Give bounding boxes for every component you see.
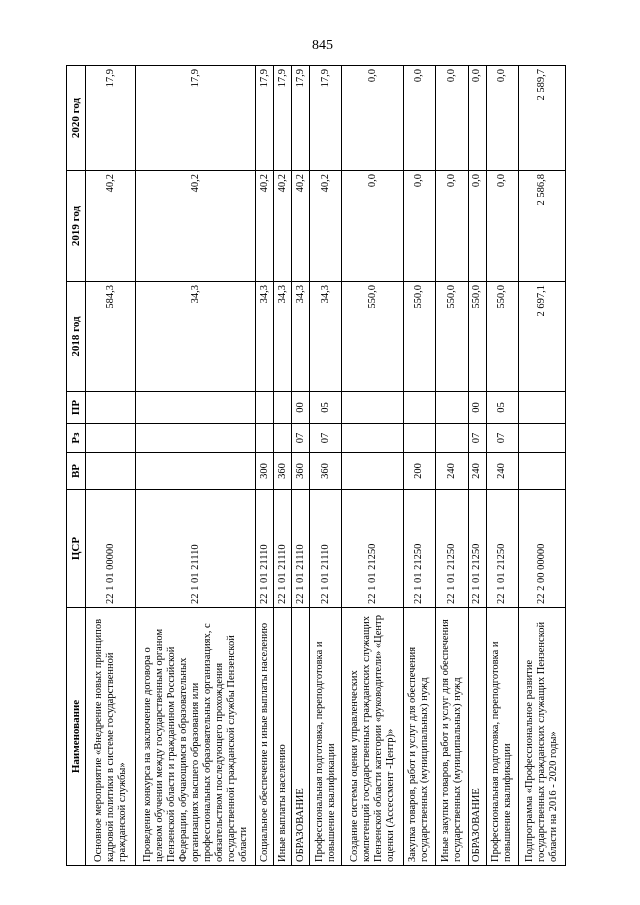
row-vr — [86, 453, 136, 490]
row-vr: 240 — [468, 453, 486, 490]
row-rz: 07 — [468, 424, 486, 453]
row-2020: 0,0 — [468, 66, 486, 171]
row-2019: 40,2 — [86, 171, 136, 282]
row-vr — [519, 453, 566, 490]
row-name: Создание системы оценки управленческих компетенций государственных гражданских служащих Пензенской области категории «руководители» «Центр оценки (Ассессмент -Центр)» — [342, 608, 403, 866]
table-row — [436, 66, 468, 866]
row-rz — [342, 424, 403, 453]
table-row — [519, 66, 566, 866]
row-2018: 34,3 — [310, 282, 342, 392]
row-2020: 17,9 — [274, 66, 292, 171]
row-pr: 00 — [468, 392, 486, 424]
row-2020: 17,9 — [136, 66, 256, 171]
row-2018: 34,3 — [256, 282, 274, 392]
row-csr: 22 1 01 21250 — [403, 490, 435, 608]
budget-table — [66, 65, 566, 866]
row-2018: 584,3 — [86, 282, 136, 392]
row-2020: 0,0 — [342, 66, 403, 171]
row-rz — [274, 424, 292, 453]
row-2020: 0,0 — [436, 66, 468, 171]
row-rz — [403, 424, 435, 453]
row-csr: 22 1 01 21250 — [342, 490, 403, 608]
row-name: ОБРАЗОВАНИЕ — [468, 608, 486, 866]
row-rz — [519, 424, 566, 453]
row-2018: 550,0 — [436, 282, 468, 392]
row-csr: 22 2 00 00000 — [519, 490, 566, 608]
row-csr: 22 1 01 21110 — [256, 490, 274, 608]
row-2018: 34,3 — [292, 282, 310, 392]
row-2020: 0,0 — [486, 66, 518, 171]
row-rz: 07 — [486, 424, 518, 453]
header-pr: ПР — [67, 392, 86, 424]
row-2020: 17,9 — [256, 66, 274, 171]
row-name: Профессиональная подготовка, переподготовка и повышение квалификации — [310, 608, 342, 866]
header-2020: 2020 год — [67, 66, 86, 171]
row-2018: 34,3 — [136, 282, 256, 392]
header-2019: 2019 год — [67, 171, 86, 282]
header-name: Наименование — [67, 608, 86, 866]
rotated-table-container — [66, 66, 566, 866]
row-rz — [436, 424, 468, 453]
table-row — [86, 66, 136, 866]
row-name: Проведение конкурса на заключение договора о целевом обучении между государственным органом Пензенской области и гражданином Российской Федерации, обучающимся в образовательных организациях высшего образования или профессиональных образовательных организациях, с обязательством последующего прохождения государственной гражданской службы Пензенской области — [136, 608, 256, 866]
row-2019: 40,2 — [136, 171, 256, 282]
header-vr: ВР — [67, 453, 86, 490]
table-row — [274, 66, 292, 866]
row-2018: 550,0 — [403, 282, 435, 392]
row-2020: 0,0 — [403, 66, 435, 171]
row-pr — [136, 392, 256, 424]
row-2019: 40,2 — [274, 171, 292, 282]
row-vr: 360 — [292, 453, 310, 490]
page-number: 845 — [312, 38, 333, 53]
table-row — [468, 66, 486, 866]
row-vr — [136, 453, 256, 490]
table-row — [310, 66, 342, 866]
row-name: ОБРАЗОВАНИЕ — [292, 608, 310, 866]
table-row — [136, 66, 256, 866]
row-vr: 300 — [256, 453, 274, 490]
row-pr — [436, 392, 468, 424]
row-name: Социальное обеспечение и иные выплаты населению — [256, 608, 274, 866]
row-vr: 360 — [310, 453, 342, 490]
row-name: Подпрограмма «Профессиональное развитие государственных гражданских служащих Пензенской области на 2016 - 2020 годы» — [519, 608, 566, 866]
row-csr: 22 1 01 21250 — [436, 490, 468, 608]
row-2020: 17,9 — [292, 66, 310, 171]
row-csr: 22 1 01 21250 — [486, 490, 518, 608]
table-header-row — [67, 66, 86, 866]
row-csr: 22 1 01 21110 — [274, 490, 292, 608]
table-row — [292, 66, 310, 866]
row-pr: 05 — [310, 392, 342, 424]
row-rz — [256, 424, 274, 453]
row-pr — [274, 392, 292, 424]
row-2020: 17,9 — [86, 66, 136, 171]
row-vr: 240 — [436, 453, 468, 490]
row-2019: 40,2 — [310, 171, 342, 282]
row-pr: 00 — [292, 392, 310, 424]
row-2019: 0,0 — [403, 171, 435, 282]
table-row — [342, 66, 403, 866]
row-rz: 07 — [310, 424, 342, 453]
row-pr — [403, 392, 435, 424]
row-name: Иные закупки товаров, работ и услуг для обеспечения государственных (муниципальных) нужд — [436, 608, 468, 866]
row-2019: 0,0 — [342, 171, 403, 282]
row-pr — [86, 392, 136, 424]
header-rz: Рз — [67, 424, 86, 453]
row-2019: 0,0 — [436, 171, 468, 282]
row-pr — [256, 392, 274, 424]
row-rz — [86, 424, 136, 453]
row-csr: 22 1 01 00000 — [86, 490, 136, 608]
row-name: Иные выплаты населению — [274, 608, 292, 866]
row-vr: 360 — [274, 453, 292, 490]
row-name: Закупка товаров, работ и услуг для обеспечения государственных (муниципальных) нужд — [403, 608, 435, 866]
row-vr: 240 — [486, 453, 518, 490]
row-vr — [342, 453, 403, 490]
table-row — [403, 66, 435, 866]
row-2020: 2 589,7 — [519, 66, 566, 171]
row-csr: 22 1 01 21110 — [136, 490, 256, 608]
row-csr: 22 1 01 21110 — [292, 490, 310, 608]
row-2019: 0,0 — [468, 171, 486, 282]
row-2019: 0,0 — [486, 171, 518, 282]
row-name: Профессиональная подготовка, переподготовка и повышение квалификации — [486, 608, 518, 866]
row-2019: 40,2 — [292, 171, 310, 282]
header-2018: 2018 год — [67, 282, 86, 392]
row-csr: 22 1 01 21110 — [310, 490, 342, 608]
row-2020: 17,9 — [310, 66, 342, 171]
row-csr: 22 1 01 21250 — [468, 490, 486, 608]
row-2018: 550,0 — [342, 282, 403, 392]
row-pr — [342, 392, 403, 424]
row-2019: 2 586,8 — [519, 171, 566, 282]
table-row — [256, 66, 274, 866]
row-pr — [519, 392, 566, 424]
row-2018: 550,0 — [468, 282, 486, 392]
header-csr: ЦСР — [67, 490, 86, 608]
table-row — [486, 66, 518, 866]
row-rz: 07 — [292, 424, 310, 453]
row-2018: 2 697,1 — [519, 282, 566, 392]
row-rz — [136, 424, 256, 453]
row-2018: 34,3 — [274, 282, 292, 392]
row-vr: 200 — [403, 453, 435, 490]
row-pr: 05 — [486, 392, 518, 424]
row-2019: 40,2 — [256, 171, 274, 282]
row-name: Основное мероприятие «Внедрение новых принципов кадровой политики в системе государственной гражданской службы» — [86, 608, 136, 866]
row-2018: 550,0 — [486, 282, 518, 392]
